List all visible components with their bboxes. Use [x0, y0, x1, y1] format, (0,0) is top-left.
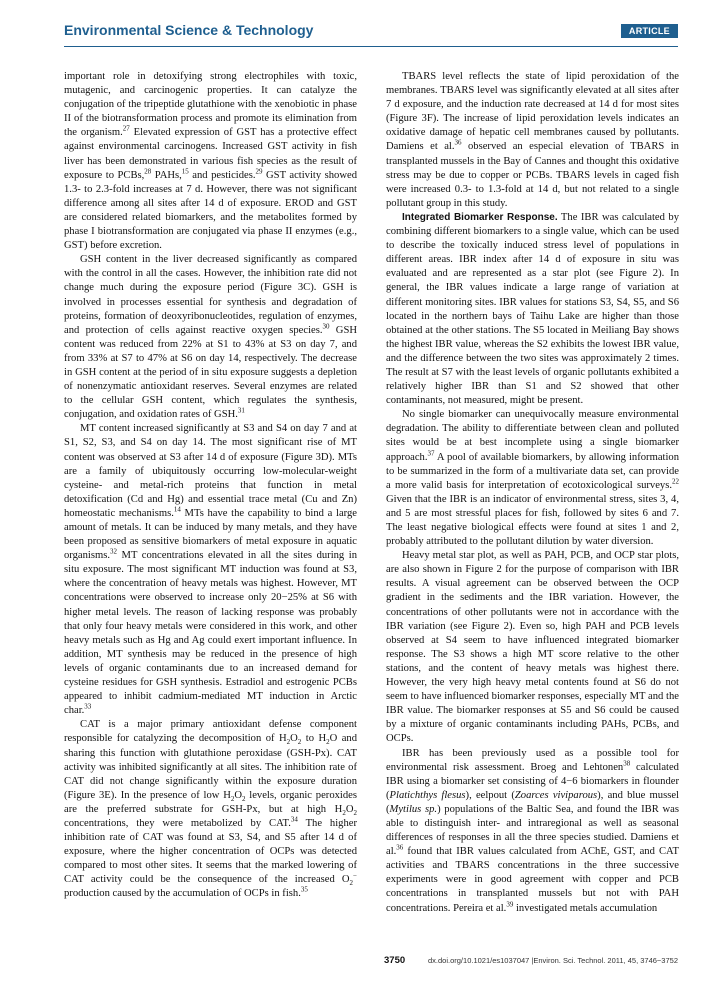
paragraph: Heavy metal star plot, as well as PAH, PCB, and OCP star plots, are also shown in Figure 2 for the purpose of comparison with IBR results. A visual agreement can be observed between the OCP gradient in the sediments and the IBR variation. However, the concentrations of other pollutants were not in accordance with the IBR variation (see Figure 2). Even so, high PAH and PCB levels observed at S4 seem to have influenced integrated biomarker response. The S3 shows a high MT score relative to the other stations, and the content of heavy metals was highest there. However, the very high heavy metal contents found at S6 do not seem to have influenced biomarker responses, especially MT and the IBR value. The biomarker responses at S5 and S6 could be caused by a mixture of organic contaminants including PAHs, PCBs, and OCPs.: [386, 550, 679, 745]
paragraph: TBARS level reflects the state of lipid peroxidation of the membranes. TBARS level was significantly elevated at all sites after 7 d exposure, and the induction rate decreased at 14 d for most sites (Figure 3F). The increase of lipid peroxidation levels indicates an oxidative damage of hepatic cell membranes caused by pollutants. Damiens et al.$^{36}$ observed an especial elevation of TBARS in transplanted mussels in the Bay of Cannes and thought this oxidative stress may be due to copper or PCBs. TBARS levels in caged fish were increased 0.3- to 1.3-fold at 14 d, but not related to a single pollutant group in this study.: [386, 71, 679, 209]
page-footer: [64, 955, 678, 969]
paragraph: IBR has been previously used as a possible tool for environmental risk assessment. Broeg and Lehtonen$^{38}$ calculated IBR using a biomarker set consisting of 4−6 biomarkers in flounder (Platichthys flesus), eelpout (Zoarces viviparous), and blue mussel (Mytilus sp.) populations of the Baltic Sea, and found the IBR was able to distinguish inter- and intraregional as well as seasonal differences of responses in all the three species studied. Damiens et al.$^{36}$ found that IBR values calculated from AChE, GST, and CAT activities and TBARS concentrations in the three successive experiments were in good agreement with copper and PCB concentrations in transplanted mussels but not with PAH concentrations. Pereira et al.$^{39}$ investigated metals accumulation: [386, 747, 679, 914]
right-column: [386, 70, 679, 916]
paragraph: important role in detoxifying strong electrophiles with toxic, mutagenic, and carcinogenic properties. It can catalyze the conjugation of the tripeptide glutathione with the xenobiotic in phase II of the biotransformation process and promote its elimination from the organism.$^{27}$ Elevated expression of GST has a protective effect against environmental carcinogens. Increased GST activity in fish liver has been demonstrated in various fish species as the result of exposure to PCBs,$^{28}$ PAHs,$^{15}$ and pesticides.$^{29}$ GST activity showed 1.3- to 2.3-fold increases at 7 d. However, there was not significant difference among all sites after 14 d of exposure. EROD and GST are considered related biomarkers, and the metabolites formed by phase I biotransformation are conjugated via phase II enzymes (e.g., GST) before excretion.: [64, 71, 358, 252]
journal-title: Environmental Science & Technology: [64, 22, 314, 38]
paragraph: Integrated Biomarker Response. The IBR was calculated by combining different biomarkers to a single value, which can be used to describe the toxically induced stress level of populations in different areas. IBR index after 14 d of exposure in situ was evaluated and are represented as a star plot (see Figure 2). In general, the IBR values indicate a large range of variation at different monitoring sites. IBR values for stations S3, S4, S5, and S6 located in the northern bays of Taihu Lake are higher than those obtained at the other stations. The S5 located in Meiliang Bay shows the highest IBR value, whereas the S2 exhibits the lowest IBR value, and the difference between the two sites was approximately 2 times. The result at S7 with the least levels of organic pollutants exhibited a relatively higher IBR than S1 and S2 showed that other contaminants, not measured, might be present.: [386, 211, 680, 407]
paragraph: CAT is a major primary antioxidant defense component responsible for catalyzing the decomposition of $H_2O_2$ to $H_2O$ and sharing this function with glutathione peroxidase (GSH-Px). CAT activity was inhibited significantly at all sites. The inhibition rate of CAT did not change significantly within the exposure duration (Figure 3E). In the presence of low $H_2O_2$ levels, organic peroxides are the preferred substrate for GSH-Px, but at high $H_2O_2$ concentrations, they were metabolized by CAT.$^{34}$ The higher inhibition rate of CAT was found at S3, S4, and S5 after 14 d of exposure, where the higher concentration of OCPs was detected compared to most other sites. It seems that the marked lowering of CAT activity could be the consequence of the increased $O_2^-$ production caused by the accumulation of OCPs in fish.$^{35}$: [64, 719, 357, 900]
page-header: [64, 22, 678, 42]
header-rule: [64, 46, 678, 47]
paragraph: MT content increased significantly at S3 and S4 on day 7 and at S1, S2, S3, and S4 on day 14. The most significant rise of MT content was observed at S3 after 14 d of exposure (Figure 3D). MTs are a family of ubiquitously occurring low-molecular-weight cysteine- and metal-rich proteins that function in metal detoxification (Cd and Hg) and essential trace metal (Cu and Zn) homeostatic mechanisms.$^{14}$ MTs have the capability to bind a large amount of metals. It can be induced by many metals, and they have been proposed as sensitive biomarkers of metal exposure in aquatic organisms.$^{32}$ MT concentrations elevated in all the sites during in situ exposure. The most significant MT induction was found at S3, where the concentration of heavy metals was highest. However, MT concentrations were observed to increase only 20−25% at S6 with higher metal levels. The reason of lacking response was probably that only four heavy metals were considered in this work, and other heavy metals such as Hg and Ag could exert important influence. In addition, MT synthesis may be reduced in the presence of high levels of organic contaminants due to an increased demand for cysteine residues for GSH synthesis. Estradiol and estrogenic PCBs appeared to inhibit cadmium-mediated MT induction in Arctic char.$^{33}$: [64, 423, 357, 717]
article-type-tag: ARTICLE: [621, 24, 678, 38]
doi-citation[interactable]: dx.doi.org/10.1021/es1037047 |Environ. Sci. Technol. 2011, 45, 3746−3752: [428, 956, 678, 965]
paragraph: No single biomarker can unequivocally measure environmental degradation. The ability to differentiate between clean and polluted sites would be at best incomplete using a single biomarker approach.$^{37}$ A pool of available biomarkers, by allowing information to be summarized in the form of a multivariate data set, can provide a more valid basis for interpretation of ecotoxicological surveys.$^{22}$ Given that the IBR is an indicator of environmental stress, sites 3, 4, and 5 are most stressful places for fish, followed by sites 6 and 7. The least negative biological effects were found at sites 1 and 2, probably attributed to the pollutant dilution by water diversion.: [386, 409, 679, 548]
left-column: [64, 70, 357, 902]
section-heading: Integrated Biomarker Response.: [402, 211, 558, 223]
page-number: 3750: [384, 955, 406, 966]
paragraph: GSH content in the liver decreased significantly as compared with the control in all the cases. However, the inhibition rate did not change much during the exposure period (Figure 3C). GSH is involved in processes essential for synthesis and degradation of proteins, formation of deoxyribonucleotides, regulation of enzymes, and protection of cells against reactive oxygen species.$^{30}$ GSH content was reduced from 22% at S1 to 43% at S3 on day 7, and from 33% at S7 to 47% at S6 on day 14, respectively. The decrease in GSH content at the period of in situ exposure suggests a depletion of nonenzymatic antioxidant reserves. Several enzymes are related to the cellular GSH content, which regulates the synthesis, conjugation, and oxidation rates of GSH.$^{31}$: [64, 254, 357, 421]
